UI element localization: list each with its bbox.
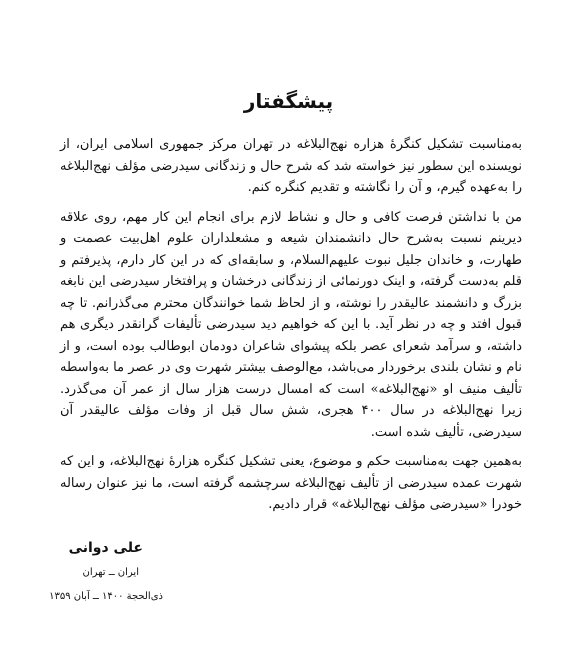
author-place: ایران ــ تهران (82, 567, 139, 578)
paragraph-1: به‌مناسبت تشکیل کنگرهٔ هزاره نهج‌البلاغه در تهران مرکز جمهوری اسلامی ایران، از نویسنده این سطور نیز خواسته شد که شرح حال و زندگانی سیدرضی مؤلف نهج‌البلاغه را به‌عهده گیرم، و آن را نگاشته و تقدیم کنگره کنم. (60, 137, 522, 195)
page-title: پیشگفتار (243, 89, 334, 113)
body-text (60, 134, 522, 524)
author-date: ذی‌الحجة ۱۴۰۰ ــ آبان ۱۳۵۹ (49, 591, 163, 602)
signature-block (0, 538, 163, 606)
paragraph-2: من با نداشتن فرصت کافی و حال و نشاط لازم برای انجام این کار مهم، روی علاقه دیرینم نسبت به‌شرح حال دانشمندان شیعه و مشعلداران علوم اهل‌بیت عصمت و طهارت، و خاندان جلیل نبوت علیهم‌السلام، و سابقه‌ای که در این کار دارم، پذیرفتم و قلم به‌دست گرفته، و اینک دورنمائی از زندگانی درخشان و پرافتخار سیدرضی این نابغه بزرگ و دانشمند عالیقدر را نوشته، و از لحاظ شما خوانندگان محترم می‌گذرانم. تا چه قبول افتد و چه در نظر آید. با این که خواهیم دید سیدرضی تألیفات گرانقدر دیگری هم داشته، و سرآمد شعرای عصر بلکه پیشوای شاعران دودمان ابوطالب بوده است، و از نام و نشان بلندی برخوردار می‌باشد، مع‌الوصف بیشتر شهرت وی در عصر ما به‌واسطه تألیف منیف او «نهج‌البلاغه» است که امسال درست هزار سال از عمر آن می‌گذرد. زیرا نهج‌البلاغه در سال ۴۰۰ هجری، شش سال قبل از وفات مؤلف عالیقدر آن سیدرضی، تألیف شده است. (60, 209, 522, 440)
author-name: علی دوانی (68, 540, 143, 556)
paragraph-3: به‌همین جهت به‌مناسبت حکم و موضوع، یعنی تشکیل کنگره هزارهٔ نهج‌البلاغه، و این که شهرت عمده سیدرضی از تألیف نهج‌البلاغه سرچشمه گرفته است، ما نیز عنوان رساله خودرا «سیدرضی مؤلف نهج‌البلاغه» قرار دادیم. (60, 454, 522, 512)
